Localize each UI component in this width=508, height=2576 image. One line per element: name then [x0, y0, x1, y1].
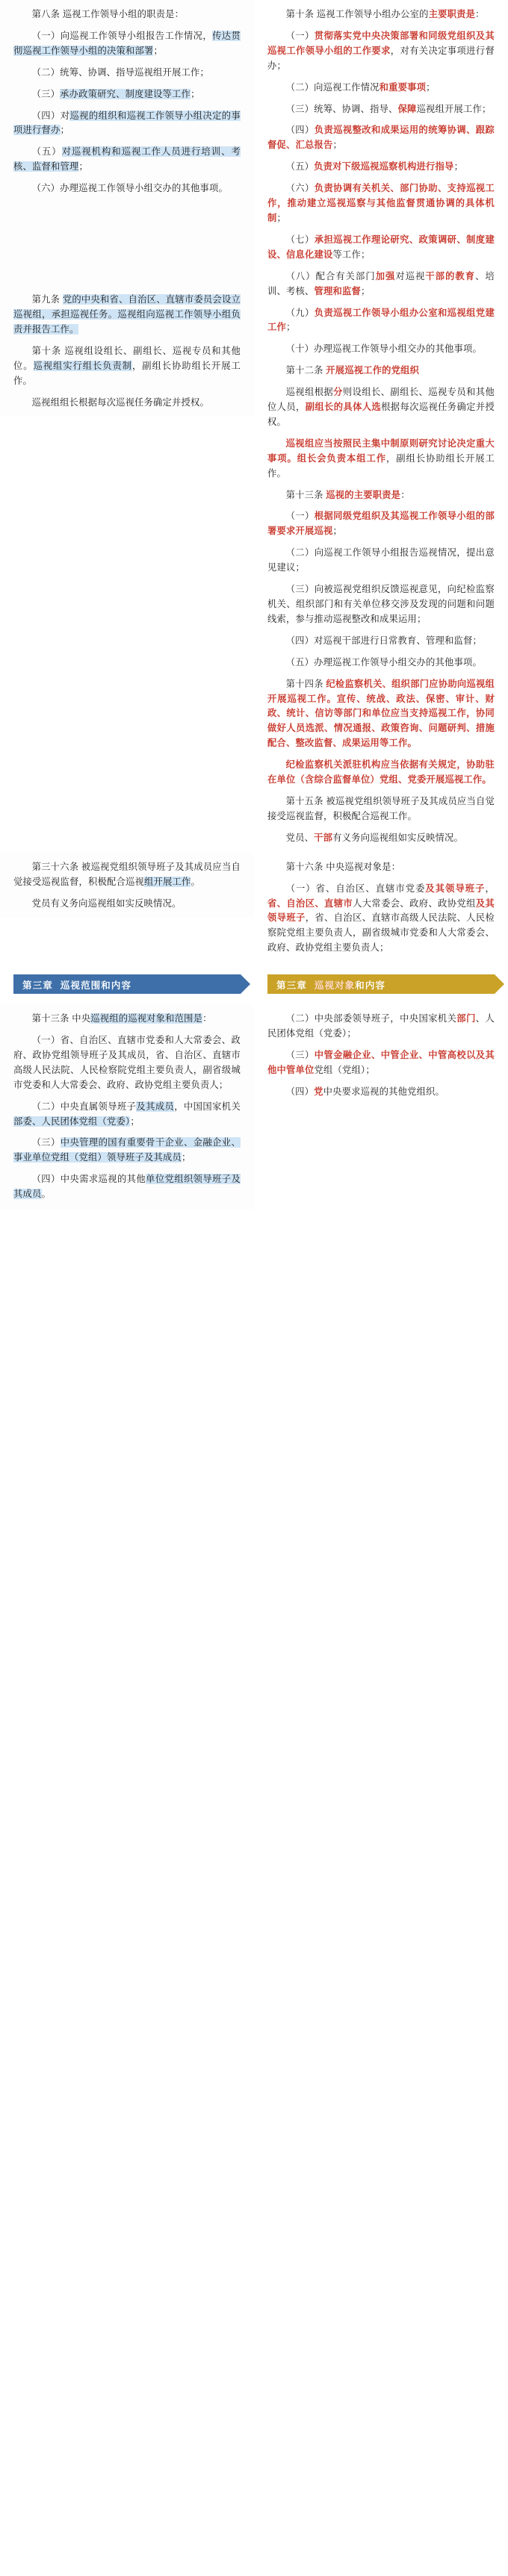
paragraph: （四）负责巡视整改和成果运用的统筹协调、跟踪督促、汇总报告；	[267, 125, 495, 151]
paragraph: （三）中管金融企业、中管企业、中管高校以及其他中管单位党组（党组）；	[267, 1049, 495, 1075]
paragraph: 巡视组应当按照民主集中制原则研究讨论决定重大事项。组长会负责本组工作，副组长协助组长开展工作。	[267, 438, 495, 479]
chapter-banner-row	[0, 974, 508, 994]
paragraph: 巡视组根据分则设组长、副组长、巡视专员和其他位人员，副组长的具体人选根据每次巡视任务确定并授权。	[267, 387, 495, 427]
paragraph: 第十三条 中央巡视组的巡视对象和范围是：	[31, 1013, 212, 1024]
paragraph: （四）党中央要求巡视的其他党组织。	[285, 1086, 445, 1097]
banner-prefix: 第三章	[22, 980, 53, 991]
paragraph: 巡视组组长根据每次巡视任务确定并授权。	[31, 396, 210, 408]
paragraph: 第三十六条 被巡视党组织领导班子及其成员应当自觉接受巡视监督，积极配合巡视组开展工作。	[13, 861, 241, 887]
paragraph: （三）向被巡视党组织反馈巡视意见，向纪检监察机关、组织部门和有关单位移交涉及发现的问题和问题线索，参与推动巡视整改和成果运用；	[267, 584, 495, 624]
paragraph: 第十六条 中央巡视对象是：	[285, 861, 401, 872]
paragraph: （一）向巡视工作领导小组报告工作情况，传达贯彻巡视工作领导小组的决策和部署；	[13, 30, 241, 56]
paragraph: （八）配合有关部门加强对巡视干部的教育、培训、考核、管理和监督；	[267, 270, 495, 296]
paragraph: 纪检监察机关派驻机构应当依据有关规定，协助驻在单位（含综合监督单位）党组、党委开展巡视工作。	[267, 759, 495, 785]
paragraph: （四）中央需求巡视的其他单位党组织领导班子及其成员。	[13, 1174, 241, 1200]
right-column-bottom	[254, 1004, 508, 1107]
paragraph: 第十五条 被巡视党组织领导班子及其成员应当自觉接受巡视监督，积极配合巡视工作。	[267, 795, 495, 821]
right-column-mid	[254, 853, 508, 962]
left-column-bottom	[0, 1004, 254, 1209]
banner-emphasis: 巡视对象	[314, 980, 356, 991]
banner-prefix: 第三章	[276, 980, 307, 991]
paragraph: （二）统筹、协调、指导巡视组开展工作；	[31, 66, 210, 78]
paragraph: （七）承担巡视工作理论研究、政策调研、制度建设、信息化建设等工作；	[267, 234, 495, 260]
paragraph: （三）承办政策研究、制度建设等工作；	[31, 88, 200, 99]
paragraph: 第十条 巡视工作领导小组办公室的主要职责是：	[285, 9, 485, 19]
paragraph: 第十三条 巡视的主要职责是：	[285, 489, 410, 500]
paragraph: （二）中央直属领导班子及其成员，中国国家机关部委、人民团体党组（党委）；	[13, 1101, 241, 1127]
paragraph: 党员有义务向巡视组如实反映情况。	[31, 897, 182, 909]
paragraph: 第十条 巡视组设组长、副组长、巡视专员和其他位。巡视组实行组长负责制，副组长协助组长开展工作。	[13, 345, 241, 386]
column-spacer	[13, 203, 241, 293]
paragraph: 第十四条 纪检监察机关、组织部门应协助向巡视组开展巡视工作。宣传、统战、政法、保密、审计、财政、统计、信访等部门和单位应当支持巡视工作，协同做好人员选派、情况通报、政策咨询、问题研判、措施配合、整改监督、成果运用等工作。	[267, 678, 495, 749]
paragraph: （四）对巡视的组织和巡视工作领导小组决定的事项进行督办；	[13, 110, 241, 136]
paragraph: （五）对巡视机构和巡视工作人员进行培训、考核、监督和管理；	[13, 146, 241, 172]
comparison-columns-top	[0, 0, 508, 853]
paragraph: （六）负责协调有关机关、部门协助、支持巡视工作，推动建立巡视巡察与其他监督贯通协调的具体机制；	[267, 183, 495, 223]
paragraph: （一）省、自治区、直辖市党委及其领导班子，省、自治区、直辖市人大常委会、政府、政协党组及其领导班子，省、自治区、直辖市高级人民法院、人民检察院党组主要负责人，副省级城市党委和人大常委会、政府、政协党组主要负责人；	[267, 883, 495, 953]
banner-suffix: 和内容	[101, 980, 131, 991]
paragraph: （一）根据同级党组织及其巡视工作领导小组的部署要求开展巡视；	[267, 511, 495, 537]
paragraph: （三）中央管理的国有重要骨干企业、金融企业、事业单位党组（党组）领导班子及其成员；	[13, 1137, 241, 1163]
chapter-banner-right	[267, 974, 495, 994]
paragraph: （一）省、自治区、直辖市党委和人大常委会、政府、政协党组领导班子及其成员，省、自治区、直辖市高级人民法院、人民检察院党组主要负责人，副省级城市党委和人大常委会、政府、政协党组主要负责人；	[13, 1035, 241, 1090]
paragraph: 第八条 巡视工作领导小组的职责是：	[31, 9, 185, 19]
right-column-new-version	[254, 0, 508, 853]
comparison-columns-bottom	[0, 1004, 508, 1209]
paragraph: （三）统筹、协调、指导、保障巡视组开展工作；	[285, 103, 492, 114]
chapter-banner-right-cell	[254, 974, 508, 994]
paragraph: （一）贯彻落实党中央决策部署和同级党组织及其巡视工作领导小组的工作要求，对有关决定事项进行督办；	[267, 30, 495, 71]
chapter-banner-left	[13, 974, 241, 994]
paragraph: （九）负责巡视工作领导小组办公室和巡视组党建工作；	[267, 307, 495, 333]
paragraph: （二）向巡视工作情况和重要事项；	[285, 81, 436, 93]
paragraph: （五）负责对下级巡视巡察机构进行指导；	[285, 161, 464, 172]
chapter-banner-left-cell	[0, 974, 254, 994]
banner-suffix: 和内容	[355, 980, 385, 991]
paragraph: （四）对巡视干部进行日常教育、管理和监督；	[285, 635, 483, 646]
paragraph: 第十二条 开展巡视工作的党组织	[285, 365, 420, 376]
paragraph: （十）办理巡视工作领导小组交办的其他事项。	[285, 343, 483, 355]
banner-emphasis: 巡视范围	[60, 980, 102, 991]
comparison-columns-mid	[0, 853, 508, 962]
paragraph: （五）办理巡视工作领导小组交办的其他事项。	[285, 656, 483, 668]
paragraph: （二）向巡视工作领导小组报告巡视情况，提出意见建议；	[267, 547, 495, 573]
paragraph: 第九条 党的中央和省、自治区、直辖市委员会设立巡视组，承担巡视任务。巡视组向巡视工作领导小组负责并报告工作。	[13, 294, 241, 335]
paragraph: （二）中央部委领导班子，中央国家机关部门、人民团体党组（党委）；	[267, 1013, 495, 1039]
paragraph: 党员、干部有义务向巡视组如实反映情况。	[285, 832, 464, 843]
paragraph: （六）办理巡视工作领导小组交办的其他事项。	[31, 183, 229, 194]
left-column-old-version	[0, 0, 254, 417]
left-column-mid	[0, 853, 254, 918]
